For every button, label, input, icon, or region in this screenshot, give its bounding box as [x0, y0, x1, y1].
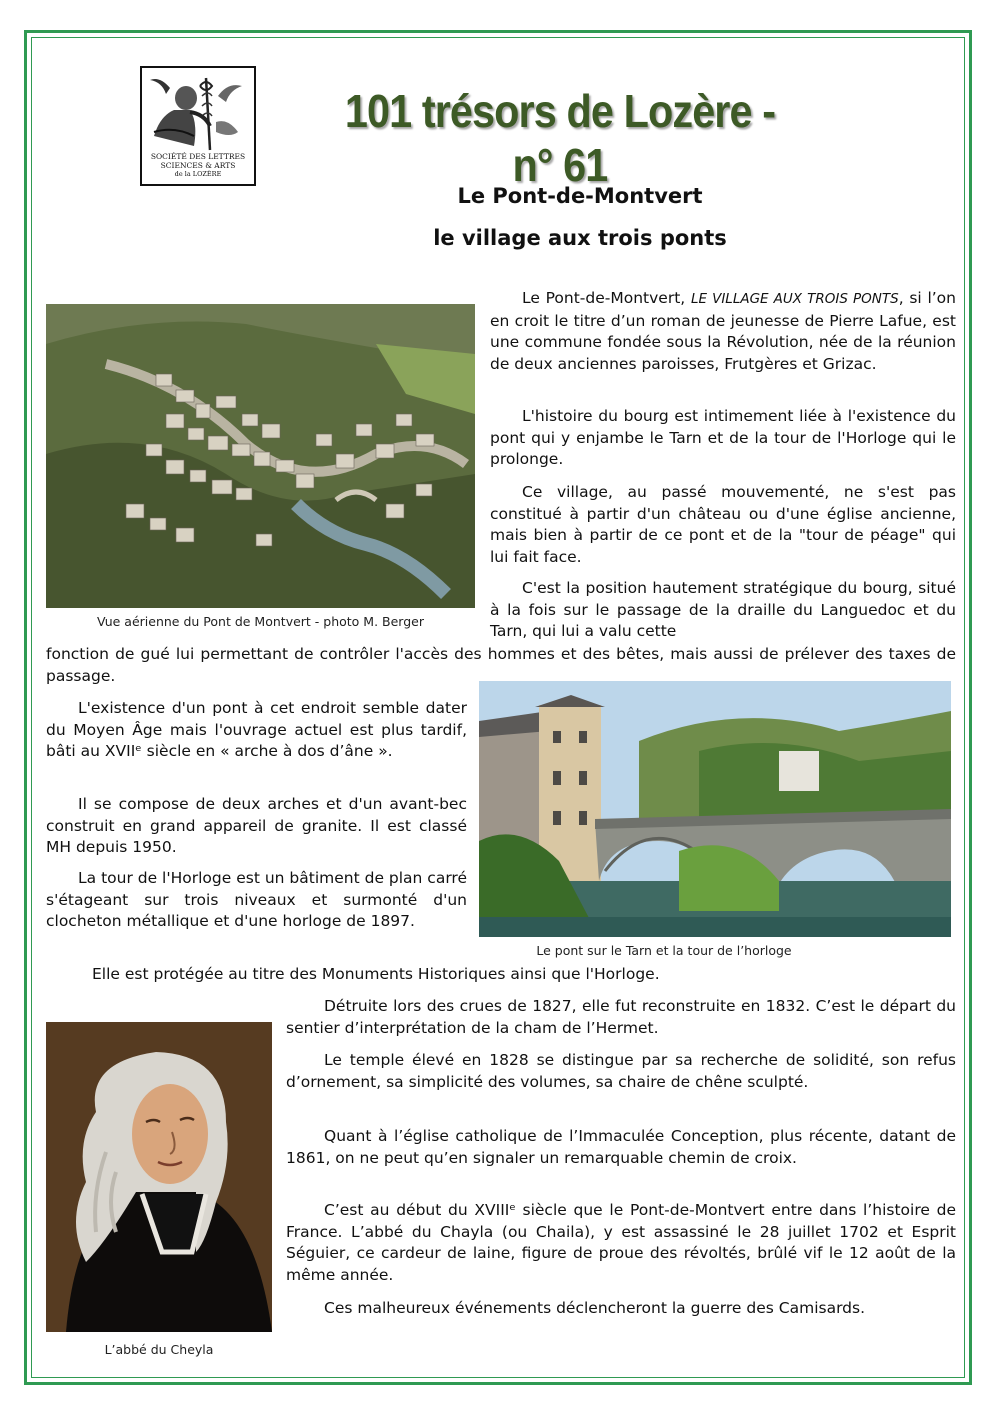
bridge-tower-photo: [479, 681, 951, 937]
paragraph-11: [286, 1126, 956, 1169]
paragraph-7: [46, 868, 467, 933]
paragraph-12-text: C’est au début du XVIIIᵉ siècle que le Pont-de-Montvert entre dans l’histoire de France. L’abbé du Chayla (ou Chaila), y est assassiné le 28 juillet 1702 et Esprit Séguier, ce cardeur de laine, figure de proue des révoltés, brûlé vif le 12 août de la même année.: [286, 1201, 956, 1285]
logo-text-line3: de la LOZÈRE: [174, 170, 222, 178]
paragraph-3-text: Ce village, au passé mouvementé, ne s'est pas constitué à partir d'un château ou d'une église ancienne, mais bien à partir de ce pont et de la "tour de péage" qui lui fait face.: [490, 483, 956, 567]
paragraph-8: [46, 964, 956, 986]
paragraph-5-text: L'existence d'un pont à cet endroit semble dater du Moyen Âge mais l'ouvrage actuel est plus tardif, bâti au XVIIᵉ siècle en « arche à dos d’âne ».: [46, 699, 467, 761]
paragraph-6: [46, 794, 467, 859]
logo-text-line2: SCIENCES & ARTS: [160, 161, 236, 170]
paragraph-9: [286, 996, 956, 1039]
paragraph-2: [490, 406, 956, 471]
paragraph-4b-text: fonction de gué lui permettant de contrôler l'accès des hommes et des bêtes, mais aussi de prélever des taxes de passage.: [46, 645, 956, 685]
hermes-engraving-illustration: [146, 72, 250, 152]
paragraph-1-rest: , si l’on en croit le titre d’un roman de jeunesse de Pierre Lafue, est une commune fondée sous la Révolution, née de la réunion de deux anciennes paroisses, Frutgères et Grizac.: [490, 289, 956, 374]
paragraph-1: [490, 288, 956, 376]
aerial-photo-caption: Vue aérienne du Pont de Montvert - photo M. Berger: [97, 614, 424, 629]
paragraph-4a-text: C'est la position hautement stratégique du bourg, situé à la fois sur le passage de la draille du Languedoc et du Tarn, qui lui a valu cette: [490, 579, 956, 641]
abbe-portrait-painting: [46, 1022, 272, 1332]
paragraph-13: [286, 1298, 956, 1320]
portrait-caption: L’abbé du Cheyla: [104, 1342, 214, 1357]
aerial-village-photo: [46, 304, 475, 608]
paragraph-3: [490, 482, 956, 569]
paragraph-4a: [490, 578, 956, 643]
subtitle-line1: Le Pont-de-Montvert: [457, 184, 703, 208]
paragraph-6-text: Il se compose de deux arches et d'un avant-bec construit en grand appareil de granite. Il est classé MH depuis 1950.: [46, 795, 467, 857]
paragraph-10-text: Le temple élevé en 1828 se distingue par sa recherche de solidité, son refus d’ornement, sa simplicité des volumes, sa chaire de chêne sculpté.: [286, 1051, 956, 1091]
subtitle-line2: le village aux trois ponts: [433, 226, 727, 250]
paragraph-12: [286, 1200, 956, 1287]
novel-title: LE VILLAGE AUX TROIS PONTS: [690, 291, 899, 307]
paragraph-5: [46, 698, 467, 763]
main-title: 101 trésors de Lozère - n° 61: [344, 85, 776, 191]
paragraph-2-text: L'histoire du bourg est intimement liée à l'existence du pont qui y enjambe le Tarn et de la tour de l'Horloge qui le prolonge.: [490, 407, 956, 469]
paragraph-8-text: Elle est protégée au titre des Monuments Historiques ainsi que l'Horloge.: [92, 965, 660, 983]
paragraph-13-text: Ces malheureux événements déclencheront la guerre des Camisards.: [324, 1299, 866, 1317]
paragraph-9-text: Détruite lors des crues de 1827, elle fut reconstruite en 1832. C’est le départ du sentier d’interprétation de la cham de l’Hermet.: [286, 997, 956, 1037]
paragraph-11-text: Quant à l’église catholique de l’Immaculée Conception, plus récente, datant de 1861, on ne peut qu’en signaler un remarquable chemin de croix.: [286, 1127, 956, 1167]
logo-text-line1: SOCIÉTÉ DES LETTRES: [150, 152, 246, 161]
society-logo: [140, 66, 256, 186]
paragraph-10: [286, 1050, 956, 1093]
bridge-photo-caption: Le pont sur le Tarn et la tour de l’horloge: [536, 943, 792, 958]
paragraph-7-text: La tour de l'Horloge est un bâtiment de plan carré s'étageant sur trois niveaux et surmonté d'un clocheton métallique et d'une horloge de 1897.: [46, 869, 467, 931]
paragraph-1-lead: Le Pont-de-Montvert,: [522, 289, 691, 307]
